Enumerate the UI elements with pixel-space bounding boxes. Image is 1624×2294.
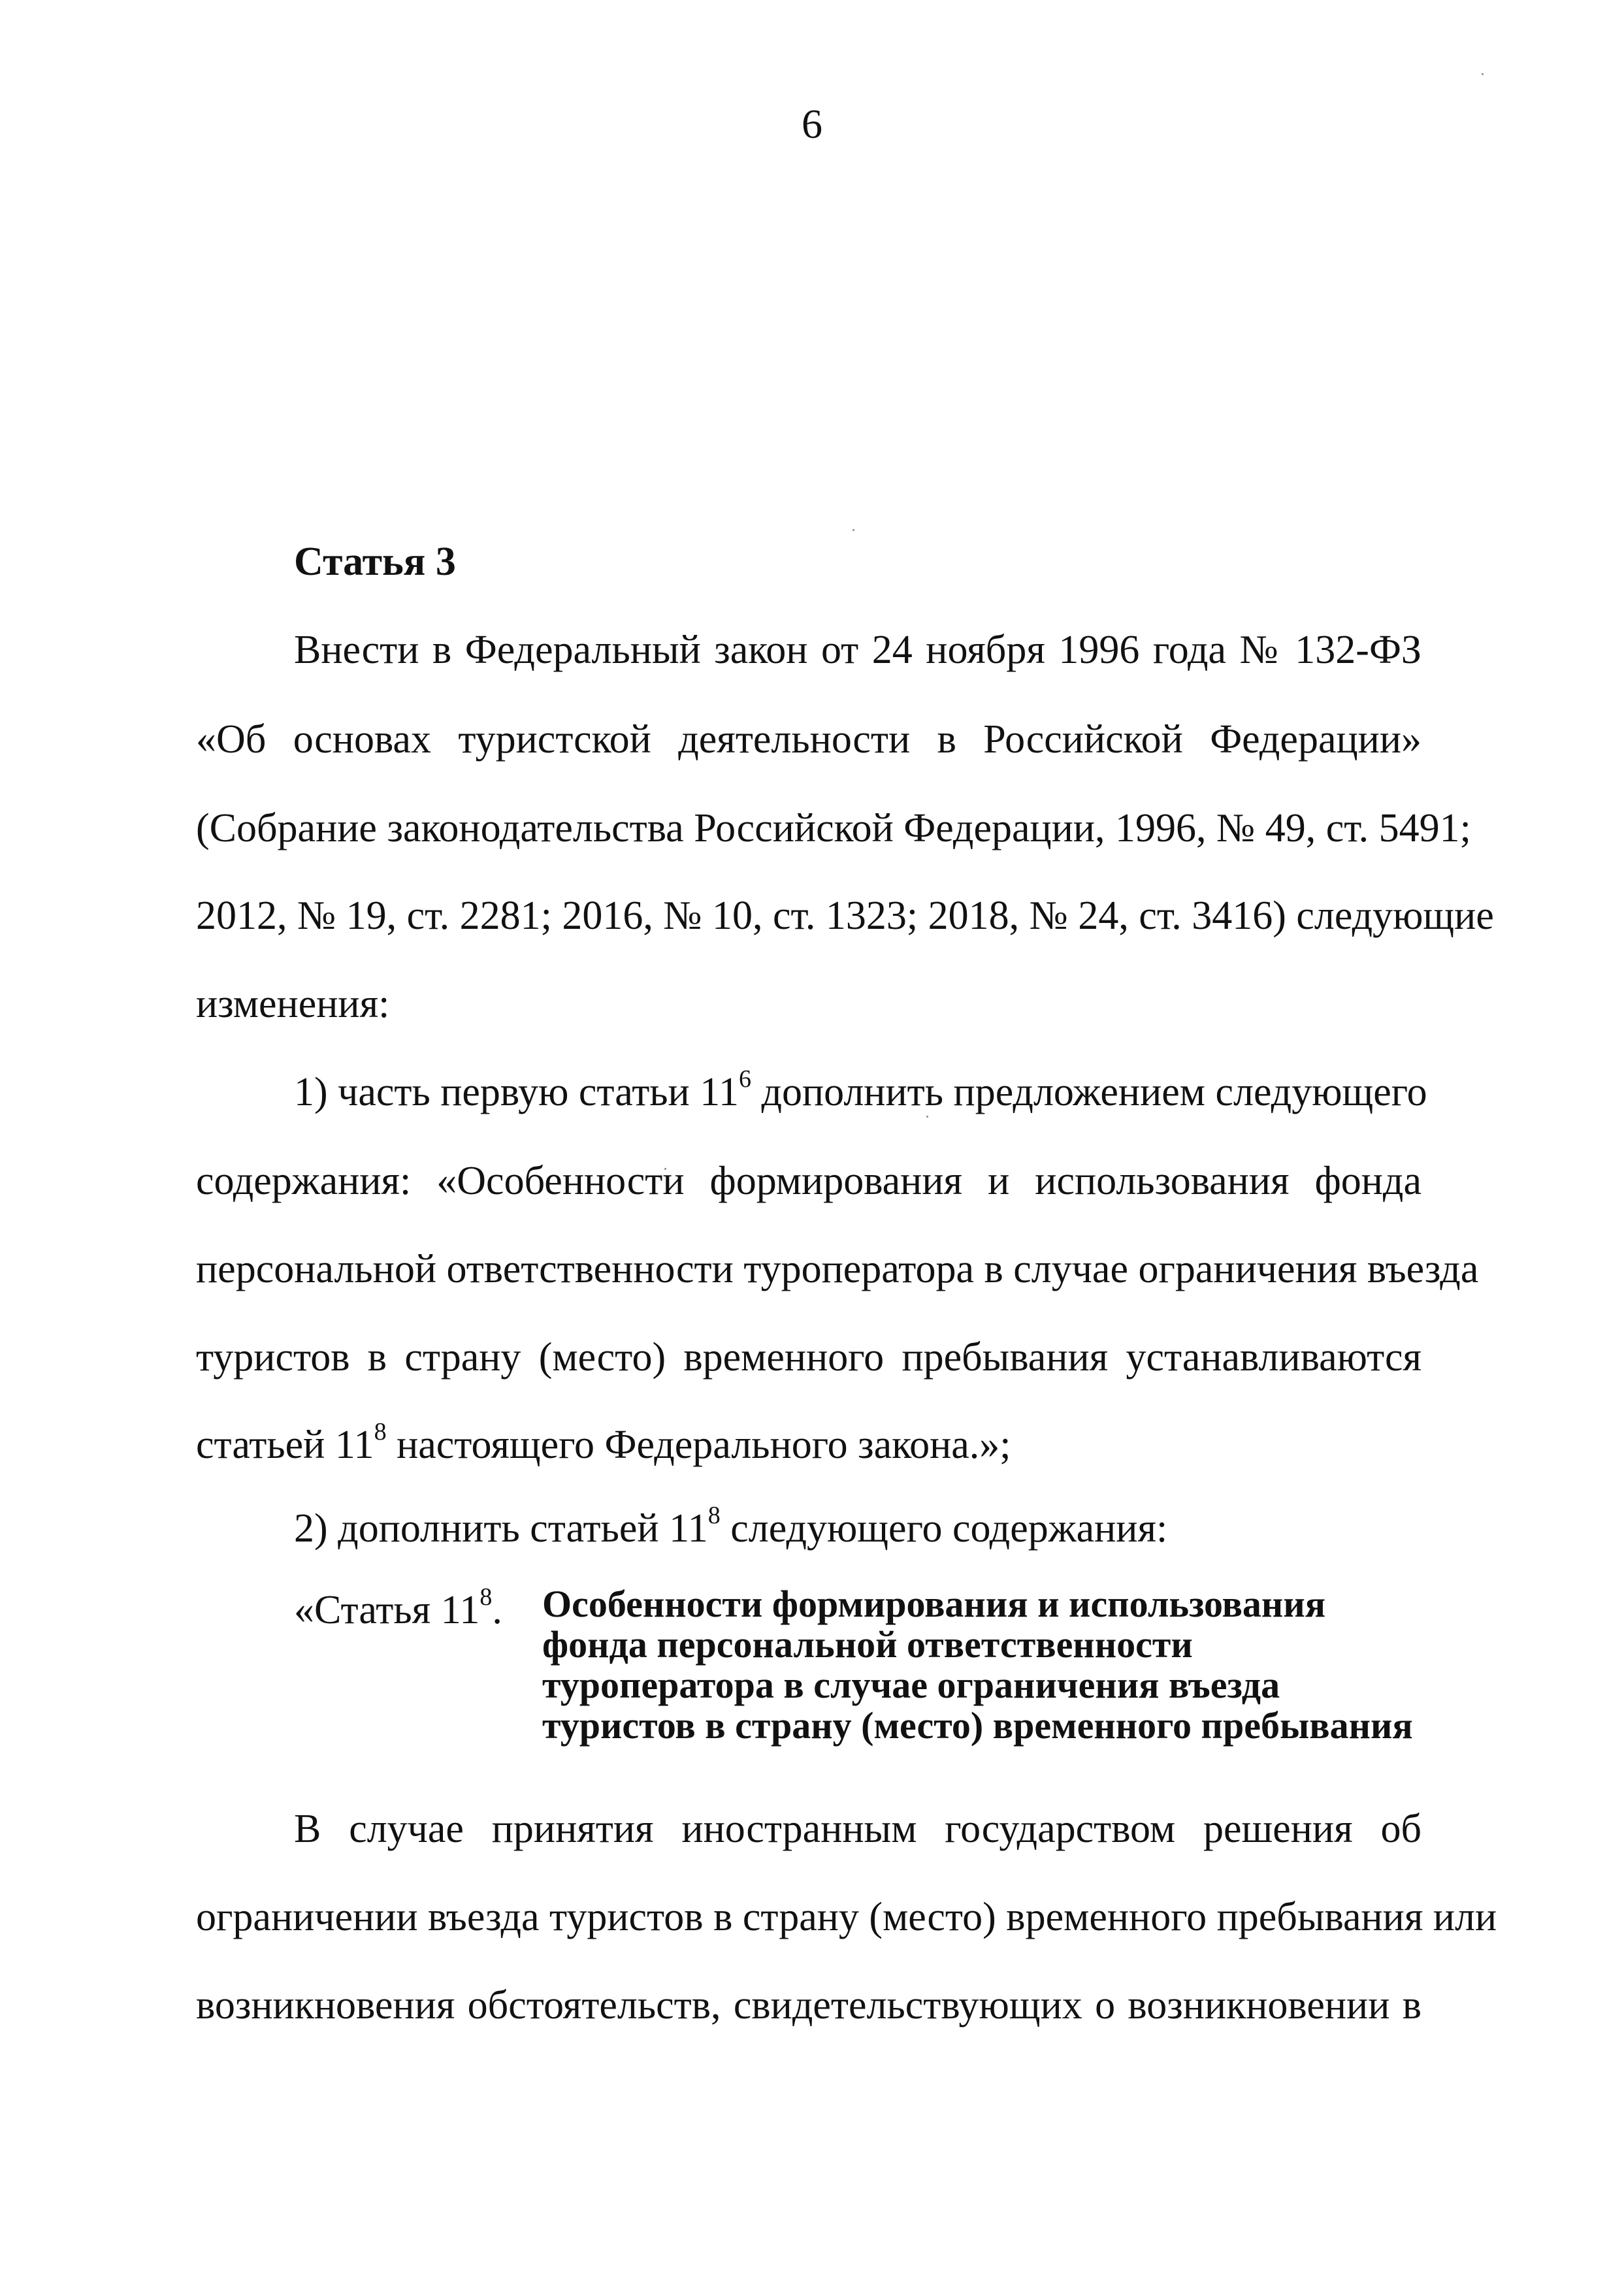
new-article-label bbox=[294, 1584, 502, 1636]
text-segment: следующего содержания: bbox=[720, 1506, 1168, 1551]
paragraph-line: «Об основах туристской деятельности в Российской Федерации» bbox=[196, 717, 1421, 762]
paragraph-line: 2012, № 19, ст. 2281; 2016, № 10, ст. 1323; 2018, № 24, ст. 3416) следующие bbox=[196, 894, 1494, 938]
list-item-line bbox=[196, 1419, 1421, 1471]
list-item-line: туристов в страну (место) временного пребывания устанавливаются bbox=[196, 1335, 1421, 1380]
text-segment: дополнить предложением следующего bbox=[751, 1070, 1427, 1114]
title-line: туроператора в случае ограничения въезда bbox=[542, 1664, 1280, 1706]
text-segment: «Статья 11 bbox=[294, 1588, 480, 1632]
scan-speck bbox=[853, 529, 854, 531]
list-item-line bbox=[294, 1502, 1421, 1555]
paragraph-line: В случае принятия иностранным государством решения об bbox=[294, 1807, 1421, 1851]
paragraph-line: возникновения обстоятельств, свидетельствующих о возникновении в bbox=[196, 1983, 1421, 2027]
list-item-line: содержания: «Особенности формирования и использования фонда bbox=[196, 1159, 1421, 1203]
superscript: 6 bbox=[738, 1065, 751, 1093]
page-number: 6 bbox=[802, 101, 822, 147]
text-segment: . bbox=[492, 1588, 502, 1632]
title-line: туристов в страну (место) временного пребывания bbox=[542, 1704, 1413, 1747]
superscript: 8 bbox=[479, 1583, 493, 1611]
superscript: 8 bbox=[707, 1502, 721, 1530]
superscript: 8 bbox=[374, 1418, 387, 1446]
text-segment: 1) часть первую статьи 11 bbox=[294, 1070, 739, 1114]
text-segment: статьей 11 bbox=[196, 1423, 374, 1467]
paragraph-line: изменения: bbox=[196, 982, 390, 1026]
new-article-title bbox=[542, 1584, 1457, 1746]
text-segment: настоящего Федерального закона.»; bbox=[386, 1423, 1011, 1467]
text-segment: 2) дополнить статьей 11 bbox=[294, 1506, 708, 1551]
scan-speck bbox=[1482, 73, 1484, 75]
article-title: Статья 3 bbox=[294, 540, 456, 584]
list-item-line: персональной ответственности туроператора в случае ограничения въезда bbox=[196, 1247, 1479, 1291]
title-line: фонда персональной ответственности bbox=[542, 1623, 1193, 1666]
paragraph-line: ограничении въезда туристов в страну (место) временного пребывания или bbox=[196, 1895, 1497, 1939]
title-line: Особенности формирования и использования bbox=[542, 1583, 1326, 1625]
paragraph-line: (Собрание законодательства Российской Федерации, 1996, № 49, ст. 5491; bbox=[196, 806, 1471, 850]
paragraph-line: Внести в Федеральный закон от 24 ноября 1996 года № 132-ФЗ bbox=[294, 628, 1421, 672]
list-item-line bbox=[294, 1065, 1427, 1118]
